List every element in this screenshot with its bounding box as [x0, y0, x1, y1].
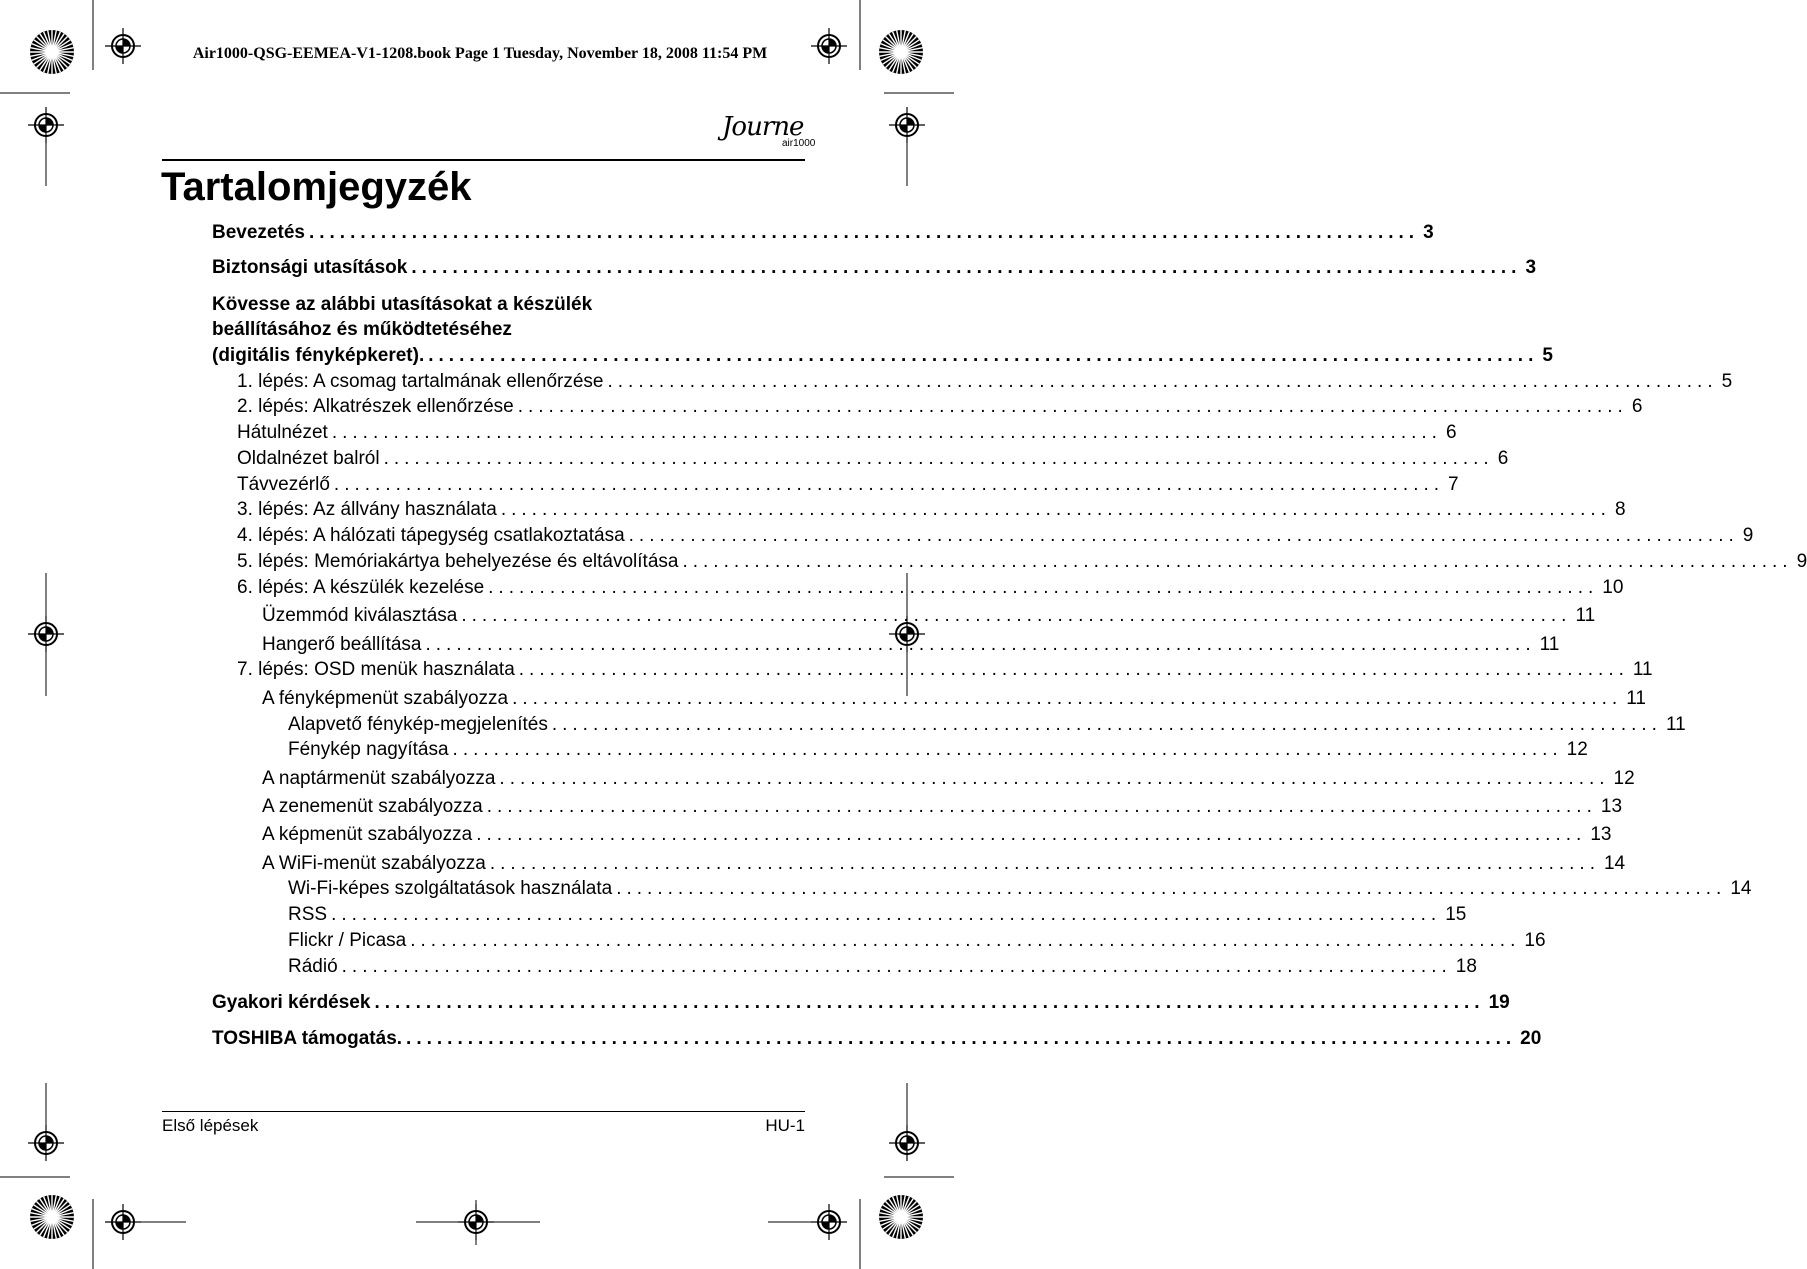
leader-dots: ............................................................................................................: [331, 422, 1442, 443]
leader-dots: ............................................................................................................: [628, 525, 1739, 546]
toc-page-number: 14: [1730, 878, 1752, 899]
leader-dots: ............................................................................................................: [410, 930, 1521, 951]
toc-entry-kovesse-line1: Kövesse az alábbi utasításokat a készülék: [212, 294, 593, 315]
leader-dots: ............................................................................................................: [308, 222, 1420, 243]
toc-entry[interactable]: [288, 738, 1588, 762]
footer-section-title: Első lépések: [162, 1116, 259, 1135]
toc-entry-label: Alapvető fénykép-megjelenítés: [288, 714, 548, 735]
leader-dots: ............................................................................................................: [341, 956, 1452, 977]
leader-dots: ............................................................................................................: [518, 659, 1629, 680]
toc-entry-label: A WiFi-menüt szabályozza: [262, 853, 486, 874]
toc-entry[interactable]: [237, 658, 1653, 682]
toc-entry-bevezetes[interactable]: [212, 221, 1434, 245]
toc-entry[interactable]: [288, 877, 1752, 901]
toc-entry-kovesse[interactable]: [212, 344, 1553, 368]
toc-page-number: 6: [1445, 422, 1457, 443]
toc-entry[interactable]: [262, 687, 1646, 711]
toc-entry[interactable]: [262, 823, 1612, 847]
toc-entry[interactable]: [237, 395, 1643, 419]
toc-entry[interactable]: [288, 929, 1546, 953]
toc-entry[interactable]: [237, 370, 1733, 394]
toc-entry[interactable]: [237, 473, 1459, 497]
toc-page-number: 9: [1742, 525, 1754, 546]
toc-page-number: 5: [1721, 371, 1733, 392]
toc-page-number: 20: [1520, 1028, 1542, 1049]
toc-page-number: 11: [1632, 659, 1653, 680]
leader-dots: ............................................................................................................: [499, 768, 1610, 789]
toc-entry-label: Fénykép nagyítása: [288, 739, 449, 760]
leader-dots: ............................................................................................................: [383, 448, 1494, 469]
leader-dots: ............................................................................................................: [512, 688, 1623, 709]
toc-page-number: 10: [1602, 577, 1624, 598]
leader-dots: ............................................................................................................: [500, 499, 1611, 520]
toc-entry[interactable]: [262, 852, 1626, 876]
footer-page-number: HU-1: [765, 1116, 805, 1135]
toc-entry[interactable]: [262, 604, 1596, 628]
leader-dots: ............................................................................................................: [476, 824, 1587, 845]
leader-dots: ............................................................................................................: [374, 992, 1485, 1013]
toc-entry[interactable]: [288, 903, 1467, 927]
toc-entry-label: Oldalnézet balról: [237, 448, 380, 469]
leader-dots: ............................................................................................................: [489, 853, 1600, 874]
toc-entry-label: 7. lépés: OSD menük használata: [237, 659, 515, 680]
toc-entry[interactable]: [288, 955, 1477, 979]
toc-entry-label: Rádió: [288, 956, 338, 977]
toc-page-number: 6: [1497, 448, 1509, 469]
toc-entry-label: Wi-Fi-képes szolgáltatások használata: [288, 878, 613, 899]
toc-page-number: 19: [1488, 992, 1510, 1013]
toc-entry[interactable]: [262, 795, 1623, 819]
toc-entry-toshiba[interactable]: [212, 1027, 1542, 1051]
toc-entry-label: 3. lépés: Az állvány használata: [237, 499, 497, 520]
toc-entry[interactable]: [262, 633, 1560, 657]
journe-logo: [722, 112, 816, 162]
toc-entry-label: 2. lépés: Alkatrészek ellenőrzése: [237, 396, 514, 417]
leader-dots: ............................................................................................................: [486, 796, 1597, 817]
toc-page-number: 11: [1575, 605, 1596, 626]
leader-dots: ............................................................................................................: [616, 878, 1727, 899]
toc-entry-label: Gyakori kérdések: [212, 992, 371, 1013]
logo-model-text: air1000: [782, 138, 816, 149]
toc-page-number: 3: [1525, 257, 1537, 278]
toc-entry-label: 1. lépés: A csomag tartalmának ellenőrzése: [237, 371, 604, 392]
toc-entry-label: A fényképmenüt szabályozza: [262, 688, 509, 709]
leader-dots: ............................................................................................................: [517, 396, 1628, 417]
toc-page-number: 12: [1613, 768, 1635, 789]
leader-dots: ............................................................................................................: [452, 739, 1563, 760]
leader-dots: ............................................................................................................: [682, 551, 1793, 572]
footer-rule: [162, 1111, 805, 1112]
toc-entry-label: A zenemenüt szabályozza: [262, 796, 483, 817]
toc-page-number: 13: [1590, 824, 1612, 845]
toc-entry-label: Bevezetés: [212, 222, 305, 243]
toc-page-number: 13: [1600, 796, 1623, 817]
toc-page-number: 5: [1542, 345, 1553, 366]
file-info-header: Air1000-QSG-EEMEA-V1-1208.book Page 1 Tuesday, November 18, 2008 11:54 PM: [192, 45, 768, 62]
toc-entry-label: TOSHIBA támogatás.: [212, 1028, 403, 1049]
toc-entry[interactable]: [237, 524, 1754, 548]
toc-entry-label: Hangerő beállítása: [262, 634, 422, 655]
leader-dots: ............................................................................................................: [331, 904, 1442, 925]
leader-dots: ............................................................................................................: [461, 605, 1572, 626]
toc-entry-label: RSS: [288, 904, 328, 925]
toc-entry-label: Üzemmód kiválasztása: [262, 605, 458, 626]
toc-entry[interactable]: [237, 550, 1807, 574]
toc-entry[interactable]: [262, 767, 1635, 791]
toc-entry-biztonsagi[interactable]: [212, 256, 1537, 280]
leader-dots: ............................................................................................................: [406, 1028, 1517, 1049]
leader-dots: ............................................................................................................: [425, 634, 1536, 655]
toc-page-number: 9: [1796, 551, 1807, 572]
toc-page-number: 11: [1539, 634, 1560, 655]
toc-entry-kovesse-line2: beállításához és működtetéséhez: [212, 319, 512, 340]
title-rule: [162, 159, 805, 161]
toc-entry-label: A képmenüt szabályozza: [262, 824, 473, 845]
leader-dots: ............................................................................................................: [551, 714, 1662, 735]
toc-page-number: 15: [1445, 904, 1467, 925]
toc-page-number: 16: [1524, 930, 1546, 951]
leader-dots: ............................................................................................................: [411, 257, 1522, 278]
page-title: Tartalomjegyzék: [161, 165, 472, 209]
toc-page-number: 8: [1614, 499, 1626, 520]
toc-entry-label: 4. lépés: A hálózati tápegység csatlakoztatása: [237, 525, 625, 546]
toc-page-number: 18: [1455, 956, 1477, 977]
toc-page-number: 14: [1603, 853, 1626, 874]
leader-dots: ............................................................................................................: [428, 345, 1539, 366]
toc-entry-label: Flickr / Picasa: [288, 930, 407, 951]
toc-page-number: 11: [1626, 688, 1646, 709]
toc-entry[interactable]: [288, 713, 1686, 737]
toc-entry-label: (digitális fényképkeret).: [212, 345, 425, 366]
toc-page-number: 11: [1665, 714, 1686, 735]
logo-script-text: Journe: [722, 112, 804, 142]
toc-entry[interactable]: [237, 421, 1457, 445]
toc-entry[interactable]: [237, 498, 1626, 522]
toc-entry-label: Biztonsági utasítások: [212, 257, 408, 278]
toc-page-number: 7: [1448, 474, 1459, 495]
toc-entry-label: Hátulnézet: [237, 422, 328, 443]
toc-page-number: 12: [1566, 739, 1588, 760]
leader-dots: ............................................................................................................: [607, 371, 1718, 392]
leader-dots: ............................................................................................................: [333, 474, 1445, 495]
leader-dots: ............................................................................................................: [488, 577, 1599, 598]
toc-entry-label: 6. lépés: A készülék kezelése: [237, 577, 485, 598]
toc-entry-gyakori[interactable]: [212, 991, 1510, 1015]
toc-page-number: 6: [1631, 396, 1643, 417]
toc-page-number: 3: [1423, 222, 1434, 243]
toc-entry-label: Távvezérlő: [237, 474, 330, 495]
toc-entry-label: A naptármenüt szabályozza: [262, 768, 496, 789]
toc-entry[interactable]: [237, 576, 1624, 600]
toc-entry[interactable]: [237, 447, 1509, 471]
toc-entry-label: 5. lépés: Memóriakártya behelyezése és eltávolítása: [237, 551, 679, 572]
